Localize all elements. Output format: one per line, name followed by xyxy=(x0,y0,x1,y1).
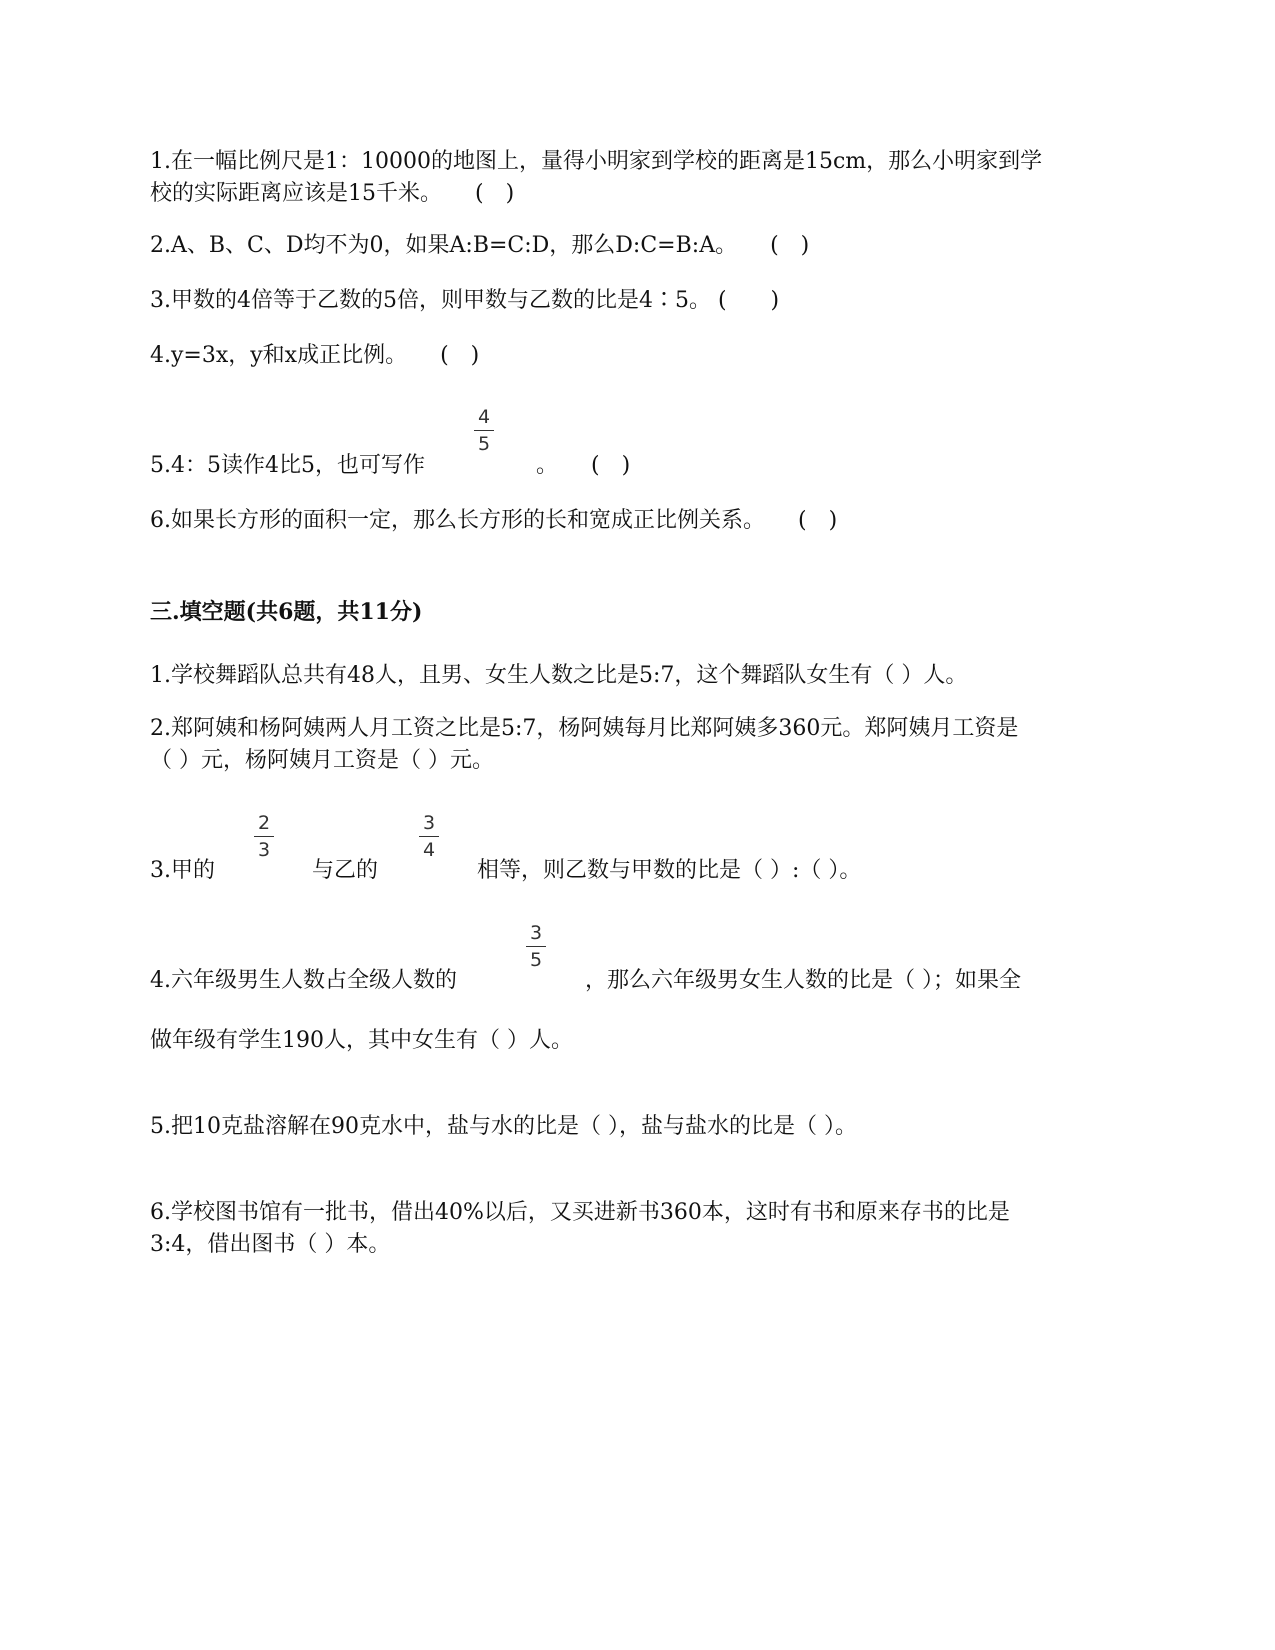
fraction-bar xyxy=(419,836,439,837)
fill-q3-part3: 相等，则乙数与甲数的比是（ ）:（ ）。 xyxy=(477,858,862,883)
fraction-denominator: 5 xyxy=(477,433,491,455)
judge-q1-line1: 1.在一幅比例尺是1：10000的地图上，量得小明家到学校的距离是15cm，那么小明家到学 xyxy=(150,149,1043,174)
section-title: 三.填空题(共6题，共11分) xyxy=(150,599,423,625)
fraction-numerator: 2 xyxy=(257,812,271,834)
fill-q4-line2: 做年级有学生190人，其中女生有（ ）人。 xyxy=(150,1028,573,1053)
fill-q6-line1: 6.学校图书馆有一批书，借出40%以后，又买进新书360本，这时有书和原来存书的比是 xyxy=(150,1200,1010,1225)
judge-q1-line2: 校的实际距离应该是15千米。 ( ) xyxy=(150,181,515,206)
fill-q5: 5.把10克盐溶解在90克水中，盐与水的比是（ ），盐与盐水的比是（ ）。 xyxy=(150,1114,857,1139)
judge-q5-text-after: 。 ( ) xyxy=(536,453,631,478)
fraction-denominator: 3 xyxy=(257,839,271,861)
fill-q4-fraction xyxy=(521,922,551,971)
fraction-denominator: 4 xyxy=(422,839,436,861)
judge-q4: 4.y=3x，y和x成正比例。 ( ) xyxy=(150,343,480,368)
fill-q3-part2: 与乙的 xyxy=(312,858,379,883)
judge-q3: 3.甲数的4倍等于乙数的5倍，则甲数与乙数的比是4∶5。 ( ) xyxy=(150,288,780,313)
judge-q2: 2.A、B、C、D均不为0，如果A:B=C:D，那么D:C=B:A。 ( ) xyxy=(150,233,810,258)
fill-q3-fraction-1 xyxy=(249,812,279,861)
judge-q5-fraction xyxy=(469,406,499,455)
fraction-bar xyxy=(474,430,494,431)
fill-q2-line1: 2.郑阿姨和杨阿姨两人月工资之比是5:7，杨阿姨每月比郑阿姨多360元。郑阿姨月工资是 xyxy=(150,716,1019,741)
fraction-bar xyxy=(526,946,546,947)
fill-q4-part1: 4.六年级男生人数占全级人数的 xyxy=(150,968,457,993)
fill-q2-line2: （ ）元，杨阿姨月工资是（ ）元。 xyxy=(150,748,494,773)
fill-q3-fraction-2 xyxy=(414,812,444,861)
judge-q5-text-before: 5.4：5读作4比5，也可写作 xyxy=(150,453,425,478)
judge-q6: 6.如果长方形的面积一定，那么长方形的长和宽成正比例关系。 ( ) xyxy=(150,508,838,533)
fill-q1: 1.学校舞蹈队总共有48人，且男、女生人数之比是5:7，这个舞蹈队女生有（ ）人。 xyxy=(150,663,968,688)
fraction-bar xyxy=(254,836,274,837)
fraction-denominator: 5 xyxy=(529,949,543,971)
fraction-numerator: 3 xyxy=(529,922,543,944)
fill-q6-line2: 3:4，借出图书（ ）本。 xyxy=(150,1232,391,1257)
fraction-numerator: 4 xyxy=(477,406,491,428)
fraction-numerator: 3 xyxy=(422,812,436,834)
fill-q4-part2: ，那么六年级男女生人数的比是（ ）；如果全 xyxy=(585,968,1021,993)
fill-q3-part1: 3.甲的 xyxy=(150,858,215,883)
